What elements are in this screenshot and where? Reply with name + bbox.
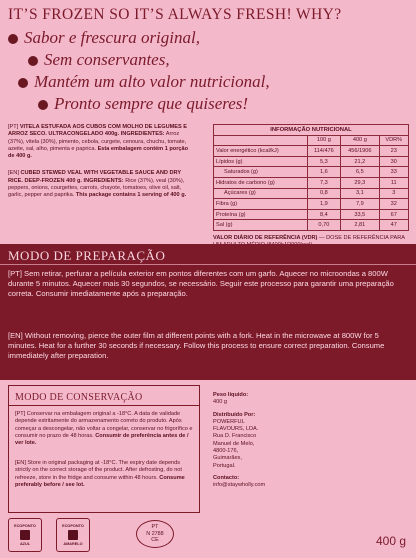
recycling-blue-icon: [8, 518, 42, 552]
recycling-color: AMARELO: [63, 542, 83, 546]
portion-text-pt: Esta embalagem contém 1 porção de 400 g.: [8, 145, 189, 160]
bullet-text: Mantém um alto valor nutricional,: [34, 72, 270, 91]
preparation-section: [0, 244, 416, 380]
nutrition-row: [214, 146, 409, 157]
nutrition-cell: 33: [379, 167, 409, 178]
distributor-line: FLAVOURS, LDA.: [213, 426, 259, 433]
nutrition-cell: Saturados (g): [214, 167, 308, 178]
preparation-title: MODO DE PREPARAÇÃO: [8, 248, 166, 263]
nutrition-cell: 32: [379, 199, 409, 210]
nutrition-title: INFORMAÇÃO NUTRICIONAL: [214, 125, 409, 136]
weight-value: 400 g: [213, 399, 227, 406]
ingredients-label-pt: INGREDIENTES:: [120, 131, 165, 138]
conservation-title: MODO DE CONSERVAÇÃO: [15, 392, 143, 403]
nutrition-cell: 5,3: [307, 156, 341, 167]
nutrition-table: [213, 124, 409, 231]
nutrition-header: 400 g: [341, 135, 379, 146]
health-mark-line: N 2788: [146, 530, 164, 537]
ingredients-pt: [8, 124, 193, 160]
nutrition-cell: 7,9: [341, 199, 379, 210]
bin-icon: [20, 530, 30, 540]
nutrition-cell: Sal (g): [214, 220, 308, 231]
nutrition-cell: 0,70: [307, 220, 341, 231]
nutrition-cell: 23: [379, 146, 409, 157]
nutrition-cell: 21,2: [341, 156, 379, 167]
distributor-line: Rua D. Francisco: [213, 433, 257, 440]
conservation-body-pt: [PT] Conservar na embalagem original a -18°C. A data de validade depende estritamente do armazenamento correto do produto. Após começar a descongelar, não voltar a congelar, conservar no frigorífico e consumir no prazo de 48 horas.: [15, 411, 193, 439]
nutrition-row: [214, 188, 409, 199]
ingredients-text-en: Rice (37%), veal (30%), peppers, onions, courgettes, carrots, chayote, tomatoes, olive oil, salt, garlic, pepper and paprika.: [8, 177, 185, 199]
divider: [9, 405, 199, 406]
bullet-dot-icon: [38, 100, 48, 110]
nutrition-header: 100 g: [307, 135, 341, 146]
nutrition-row: [214, 167, 409, 178]
nutrition-cell: 33,5: [341, 209, 379, 220]
lang-tag: [PT]: [8, 124, 19, 130]
health-mark-line: PT: [151, 524, 159, 531]
bullet-text: Pronto sempre que quiseres!: [54, 94, 249, 113]
recycling-label: ECOPONTO: [62, 524, 84, 528]
nutrition-cell: 1,9: [307, 199, 341, 210]
product-title-pt: VITELA ESTUFADA AOS CUBOS COM MOLHO DE LEGUMES E ARROZ SECO. ULTRACONGELADO 400g.: [8, 124, 188, 138]
contact-label: Contacto:: [213, 474, 240, 481]
product-info: [213, 392, 313, 490]
weight-label: Peso líquido:: [213, 392, 249, 398]
conservation-text-en: [15, 460, 193, 489]
nutrition-cell: Açúcares (g): [214, 188, 308, 199]
distributor-label: Distribuído Por:: [213, 411, 256, 418]
bullet-dot-icon: [18, 78, 28, 88]
nutrition-cell: 6,5: [341, 167, 379, 178]
nutrition-cell: Valor energético (kcal/kJ): [214, 146, 308, 157]
nutrition-row: [214, 220, 409, 231]
distributor-line: 4800-176,: [213, 448, 239, 455]
health-mark-line: CE: [151, 537, 159, 544]
bullet-dot-icon: [28, 56, 38, 66]
nutrition-cell: 7,3: [307, 177, 341, 188]
nutrition-cell: 456/1906: [341, 146, 379, 157]
bullet-item: [8, 28, 200, 48]
bin-icon: [68, 530, 78, 540]
nutrition-cell: 1,6: [307, 167, 341, 178]
nutrition-header: [214, 135, 308, 146]
distributor-line: POWERFUL: [213, 418, 245, 425]
nutrition-cell: 3: [379, 188, 409, 199]
nutrition-cell: 67: [379, 209, 409, 220]
recycling-label: ECOPONTO: [14, 524, 36, 528]
nutrition-cell: 3,1: [341, 188, 379, 199]
nutrition-row: [214, 199, 409, 210]
ingredients-en: [8, 170, 193, 199]
nutrition-cell: 114/476: [307, 146, 341, 157]
nutrition-cell: 0,8: [307, 188, 341, 199]
nutrition-header: VDR%: [379, 135, 409, 146]
nutrition-row: [214, 209, 409, 220]
ingredients-block: [8, 124, 193, 206]
bullet-text: Sabor e frescura original,: [24, 28, 200, 47]
nutrition-cell: Hidratos de carbono (g): [214, 177, 308, 188]
ingredients-label-en: INGREDIENTS:: [83, 177, 124, 184]
health-mark: [136, 520, 174, 548]
preparation-text-en: [EN] Without removing, pierce the outer film at different points with a fork. Heat in the microwave at 800W for 5 minutes. Heat for a further 30 seconds if necessary. Follow this process to ensure correct preparation. Consume immediately after preparation.: [8, 331, 385, 360]
conservation-text-pt: [15, 411, 193, 447]
recycling-yellow-icon: [56, 518, 90, 552]
distributor-line: Manuel de Melo,: [213, 440, 255, 447]
conservation-body-en: [EN] Store in original packaging at -18°C. The expiry date depends strictly on the correct storage of the product. After defrosting, do not refreeze, store in the fridge and consume within 48 hours.: [15, 460, 182, 481]
best-before-en: Consume preferably before / see lot.: [15, 474, 185, 488]
product-title-en: CUBED STEWED VEAL WITH VEGETABLE SAUCE AND DRY RICE. DEEP-FROZEN 400 g.: [8, 170, 182, 184]
nutrition-cell: 47: [379, 220, 409, 231]
best-before-pt: Consumir de preferência antes de / ver lote.: [15, 432, 189, 447]
nutrition-cell: Fibra (g): [214, 199, 308, 210]
nutrition-cell: Lípidos (g): [214, 156, 308, 167]
nutrition-panel: [213, 124, 409, 264]
recycling-color: AZUL: [19, 542, 31, 546]
bullet-item: [28, 50, 170, 70]
bullet-item: [18, 72, 270, 92]
net-weight: 400 g: [375, 534, 406, 548]
vdr-text: — DOSE DE REFERÊNCIA PARA: [318, 234, 405, 241]
portion-text-en: This package contains 1 serving of 400 g.: [75, 192, 187, 199]
preparation-text-pt: [PT] Sem retirar, perfurar a película exterior em pontos diferentes com um garfo. Aquecer no microondas a 800W durante 5 minutos. Aquecer mais 30 segundos, se necessário. Seguir este processo para garantir uma preparação correta. Consumir imediatamente após a preparação.: [8, 269, 394, 298]
bullet-text: Sem conservantes,: [44, 50, 170, 69]
nutrition-row: [214, 156, 409, 167]
vdr-label: VALOR DIÁRIO DE REFERÊNCIA (VDR): [213, 234, 318, 241]
distributor-line: Portugal.: [213, 462, 236, 469]
nutrition-cell: 2,81: [341, 220, 379, 231]
lang-tag: [EN]: [8, 170, 19, 177]
conservation-box: [8, 385, 200, 513]
nutrition-row: [214, 177, 409, 188]
headline: IT’S FROZEN SO IT’S ALWAYS FRESH! WHY?: [8, 6, 342, 23]
nutrition-cell: 8,4: [307, 209, 341, 220]
ingredients-text-pt: Arroz (37%), vitela (30%), pimento, cebola, curgete, cenoura, chuchu, tomate, azeite, sal, alho, pimenta e paprica.: [8, 131, 187, 152]
bullet-item: [38, 94, 248, 114]
contact-email: info@staywholly.com: [213, 482, 266, 489]
nutrition-cell: Proteína (g): [214, 209, 308, 220]
bullet-dot-icon: [8, 34, 18, 44]
nutrition-cell: 11: [379, 177, 409, 188]
distributor-line: Guimarães,: [213, 455, 242, 462]
divider: [0, 264, 416, 265]
nutrition-cell: 29,3: [341, 177, 379, 188]
nutrition-cell: 30: [379, 156, 409, 167]
